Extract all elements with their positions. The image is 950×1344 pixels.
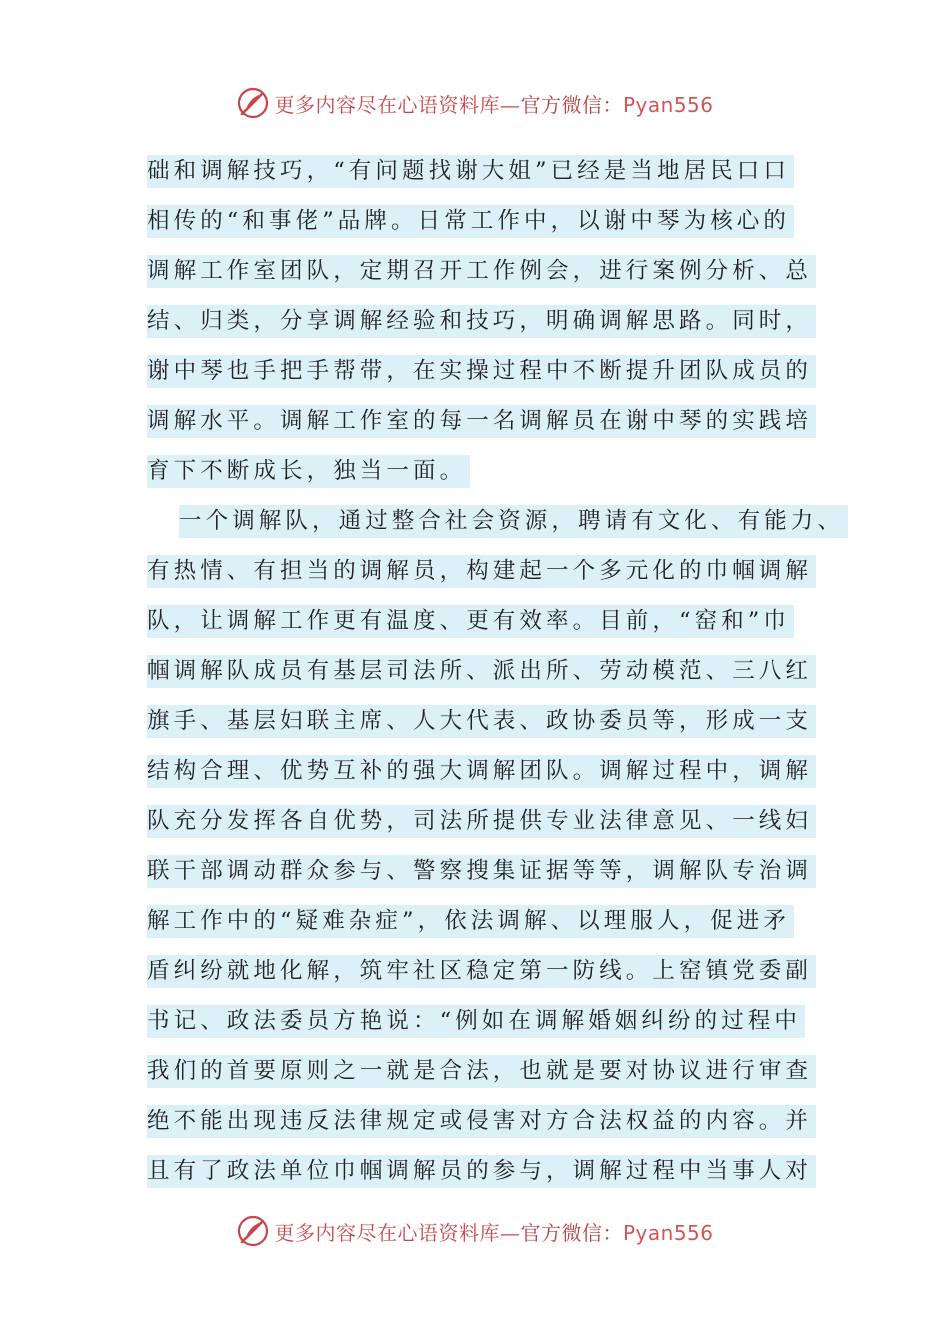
text-line-content: 解工作中的“疑难杂症”，依法调解、以理服人，促进矛 [147,905,794,938]
text-line-content: 结、归类，分享调解经验和技巧，明确调解思路。同时， [147,305,816,338]
banner-dash: — [499,1220,521,1245]
text-line-content: 联干部调动群众参与、警察搜集证据等等，调解队专治调 [147,855,816,888]
text-line-content: 队充分发挥各自优势，司法所提供专业法律意见、一线妇 [147,805,816,838]
banner-library: 更多内容尽在心语资料库 [274,92,500,117]
banner-wechat-label: 官方微信： [520,92,623,117]
text-line [147,247,847,297]
text-line [147,647,847,697]
text-line-content: 帼调解队成员有基层司法所、派出所、劳动模范、三八红 [147,655,816,688]
text-line-content: 队，让调解工作更有温度、更有效率。目前，“窑和”巾 [147,605,794,638]
text-line [147,847,847,897]
text-line [147,447,847,497]
text-line [147,947,847,997]
text-line-content: 结构合理、优势互补的强大调解团队。调解过程中，调解 [147,755,816,788]
footer-banner [0,1211,950,1251]
text-line-content: 我们的首要原则之一就是合法，也就是要对协议进行审查 [147,1055,816,1088]
text-line [147,597,847,647]
text-line [147,547,847,597]
banner-dash: — [499,92,521,117]
banner-wechat-id: Pyan556 [622,92,714,117]
text-line-content: 且有了政法单位巾帼调解员的参与，调解过程中当事人对 [147,1155,816,1188]
banner-wechat-id: Pyan556 [622,1220,714,1245]
text-line [147,197,847,247]
banner-text [274,89,713,118]
text-line-content: 书记、政法委员方艳说：“例如在调解婚姻纠纷的过程中 [147,1005,805,1038]
text-line [147,1097,847,1147]
text-line [147,997,847,1047]
quill-logo-icon [236,1214,270,1248]
text-line [147,797,847,847]
text-line-content: 相传的“和事佬”品牌。日常工作中，以谢中琴为核心的 [147,205,794,238]
quill-logo-icon [236,86,270,120]
text-line [147,897,847,947]
banner-text [274,1217,713,1246]
text-line [147,1147,847,1197]
text-line-content: 谢中琴也手把手帮带，在实操过程中不断提升团队成员的 [147,355,816,388]
text-line-content: 育下不断成长，独当一面。 [147,455,470,488]
text-line [147,747,847,797]
text-line [147,147,847,197]
text-line [147,1047,847,1097]
text-line-content: 盾纠纷就地化解，筑牢社区稳定第一防线。上窑镇党委副 [147,955,816,988]
text-line-content: 础和调解技巧，“有问题找谢大姐”已经是当地居民口口 [147,155,794,188]
text-line [147,397,847,447]
text-line [147,297,847,347]
text-line [147,697,847,747]
banner-library: 更多内容尽在心语资料库 [274,1220,500,1245]
text-line [147,347,847,397]
text-line-content: 调解工作室团队，定期召开工作例会，进行案例分析、总 [147,255,816,288]
text-line-content: 有热情、有担当的调解员，构建起一个多元化的巾帼调解 [147,555,816,588]
banner-wechat-label: 官方微信： [520,1220,623,1245]
text-line-content: 一个调解队，通过整合社会资源，聘请有文化、有能力、 [179,505,848,538]
text-line-content: 调解水平。调解工作室的每一名调解员在谢中琴的实践培 [147,405,816,438]
text-line-content: 绝不能出现违反法律规定或侵害对方合法权益的内容。并 [147,1105,816,1138]
document-body [147,147,847,1197]
header-banner [0,83,950,123]
text-line-content: 旗手、基层妇联主席、人大代表、政协委员等，形成一支 [147,705,816,738]
text-line [147,497,847,547]
